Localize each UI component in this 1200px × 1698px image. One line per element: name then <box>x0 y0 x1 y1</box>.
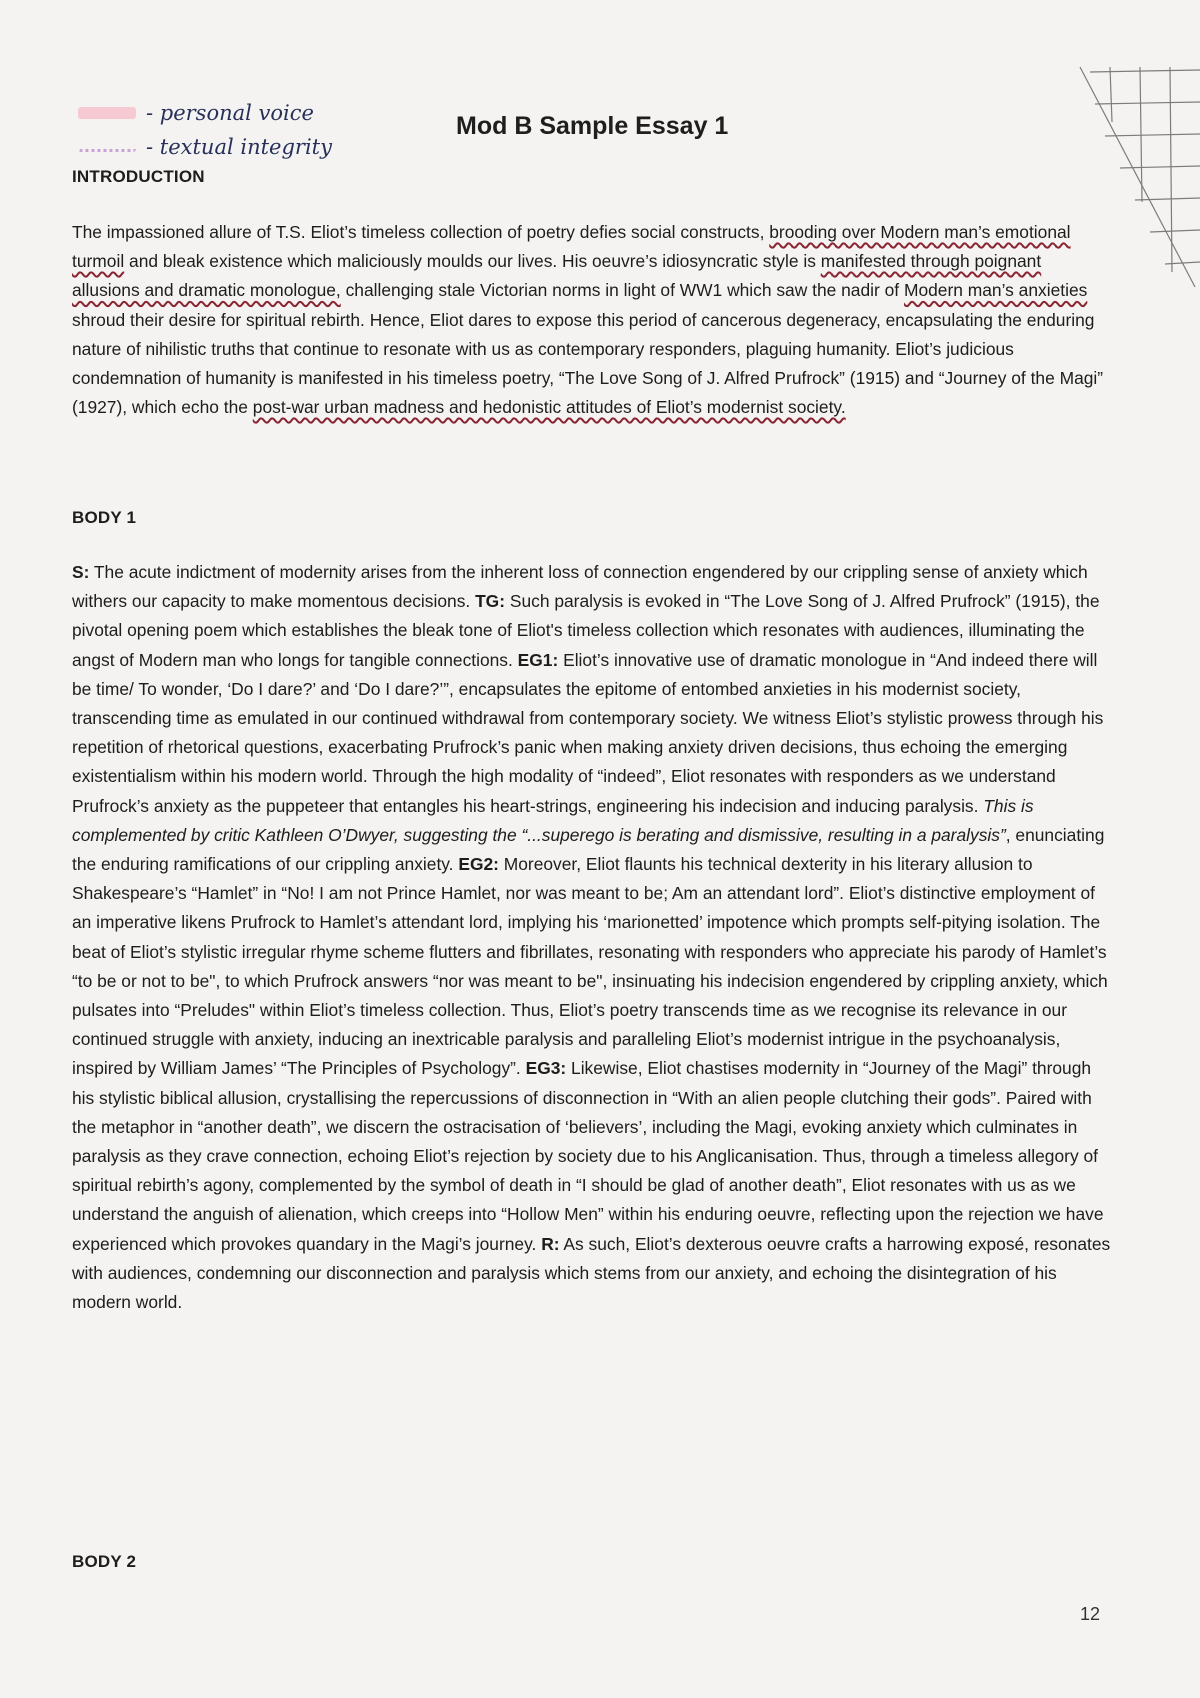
label-eg1: EG1: <box>517 649 559 670</box>
label-s: S: <box>72 562 90 582</box>
underlined-phrase: post-war urban madness and hedonistic attitudes of Eliot’s modernist society. <box>252 397 846 418</box>
legend-item-textual-integrity <box>78 130 332 164</box>
pink-highlight-swatch <box>78 107 136 119</box>
legend-label: - textual integrity <box>146 135 332 159</box>
body-1-paragraph <box>72 558 1112 1317</box>
body-text: Eliot’s innovative use of dramatic monologue in “And indeed there will be time/ To wonder, ‘Do I dare?’ and ‘Do I dare?’”, encapsulates the epitome of entombed anxieties in his modernist society, transcending time as emulated in our continued withdrawal from contemporary society. We witness Eliot’s stylistic prowess through his repetition of rhetorical questions, exacerbating Prufrock’s panic when making anxiety driven decisions, thus echoing the emerging existentialism within his modern world. Through the high modality of “indeed”, Eliot resonates with responders as we understand Prufrock’s anxiety as the puppeteer that entangles his heart-strings, engineering his indecision and inducing paralysis. <box>72 649 1104 816</box>
document-title: Mod B Sample Essay 1 <box>456 112 729 140</box>
body-text: The acute indictment of modernity arises from the inherent loss of connection engendered by our crippling sense of anxiety which withers our capacity to make momentous decisions. <box>72 562 1088 612</box>
underlined-phrase: Modern man’s anxieties <box>903 280 1088 301</box>
body-text: Such paralysis is evoked in “The Love Song of J. Alfred Prufrock” (1915), the pivotal opening poem which establishes the bleak tone of Eliot's timeless collection which resonates with audiences, illuminating the angst of Modern man who longs for tangible connections. <box>72 591 1100 670</box>
body-text: Moreover, Eliot flaunts his technical dexterity in his literary allusion to Shakespeare’s “Hamlet” in “No! I am not Prince Hamlet, nor was meant to be; Am an attendant lord”. Eliot’s distinctive employment of an imperative likens Prufrock to Hamlet’s attendant lord, implying his ‘marionetted’ impotence which prompts self-pitying isolation. The beat of Eliot’s stylistic irregular rhyme scheme flutters and fibrillates, resonating with responders who appreciate his parody of Hamlet’s “to be or not to be", to which Prufrock answers “nor was meant to be", insinuating his indecision engendered by crippling anxiety, which pulsates into “Preludes" within Eliot’s timeless collection. Thus, Eliot’s poetry transcends time as we recognise its relevance in our continued struggle with anxiety, inducing an inextricable paralysis and paralleling Eliot’s modernist intrigue in the psychoanalysis, inspired by William James’ “The Principles of Psychology”. <box>72 854 1108 1079</box>
underlined-phrase: manifested through poignant allusions and dramatic monologue, <box>72 251 1042 301</box>
label-eg3: EG3: <box>525 1058 567 1079</box>
body-text: Likewise, Eliot chastises modernity in “Journey of the Magi” through his stylistic biblical allusion, crystallising the repercussions of disconnection in “With an alien people clutching their gods”. Paired with the metaphor in “another death”, we discern the ostracisation of ‘believers’, including the Magi, evoking anxiety which culminates in paralysis as they crave connection, echoing Eliot’s rejection by society due to his Anglicanisation. Thus, through a timeless allegory of spiritual rebirth’s agony, complemented by the symbol of death in “I should be glad of another death”, Eliot resonates with us as we understand the anguish of alienation, which creeps into “Hollow Men” within his enduring oeuvre, reflecting upon the rejection we have experienced which provokes quandary in the Magi’s journey. <box>72 1058 1104 1254</box>
body-text: , enunciating the enduring ramifications of our crippling anxiety. <box>72 824 1105 875</box>
intro-text: shroud their desire for spiritual rebirth. Hence, Eliot dares to expose this period of cancerous degeneracy, encapsulating the enduring nature of nihilistic truths that continue to resonate with us as contemporary responders, plaguing humanity. Eliot’s judicious condemnation of humanity is manifested in his timeless poetry, “The Love Song of J. Alfred Prufrock” (1915) and “Journey of the Magi” (1927), which echo the <box>72 309 1104 418</box>
label-eg2: EG2: <box>458 854 499 875</box>
body-1-heading: BODY 1 <box>72 508 137 527</box>
annotation-legend <box>78 96 332 164</box>
underlined-phrase: brooding over Modern man’s emotional turmoil <box>72 222 1071 272</box>
intro-text: challenging stale Victorian norms in light of WW1 which saw the nadir of <box>340 280 904 301</box>
critic-quote: This is complemented by critic Kathleen O’Dwyer, suggesting the “...superego is berating and dismissive, resulting in a paralysis” <box>72 795 1034 845</box>
label-r: R: <box>541 1233 560 1254</box>
legend-item-personal-voice <box>78 96 332 130</box>
introduction-heading: INTRODUCTION <box>72 167 205 186</box>
legend-label: - personal voice <box>146 101 314 125</box>
intro-text: The impassioned allure of T.S. Eliot’s timeless collection of poetry defies social constructs, <box>72 222 770 242</box>
label-tg: TG: <box>475 591 506 612</box>
scan-fade <box>60 1440 240 1530</box>
body-text: As such, Eliot’s dexterous oeuvre crafts a harrowing exposé, resonates with audiences, condemning our disconnection and paralysis which stems from our anxiety, and echoing the disintegration of his modern world. <box>72 1233 1111 1313</box>
intro-text: and bleak existence which maliciously moulds our lives. His oeuvre’s idiosyncratic style is <box>124 251 821 272</box>
purple-underline-swatch <box>78 143 136 152</box>
introduction-paragraph <box>72 218 1112 422</box>
body-2-heading: BODY 2 <box>72 1552 137 1571</box>
page-number: 12 <box>1079 1604 1100 1624</box>
